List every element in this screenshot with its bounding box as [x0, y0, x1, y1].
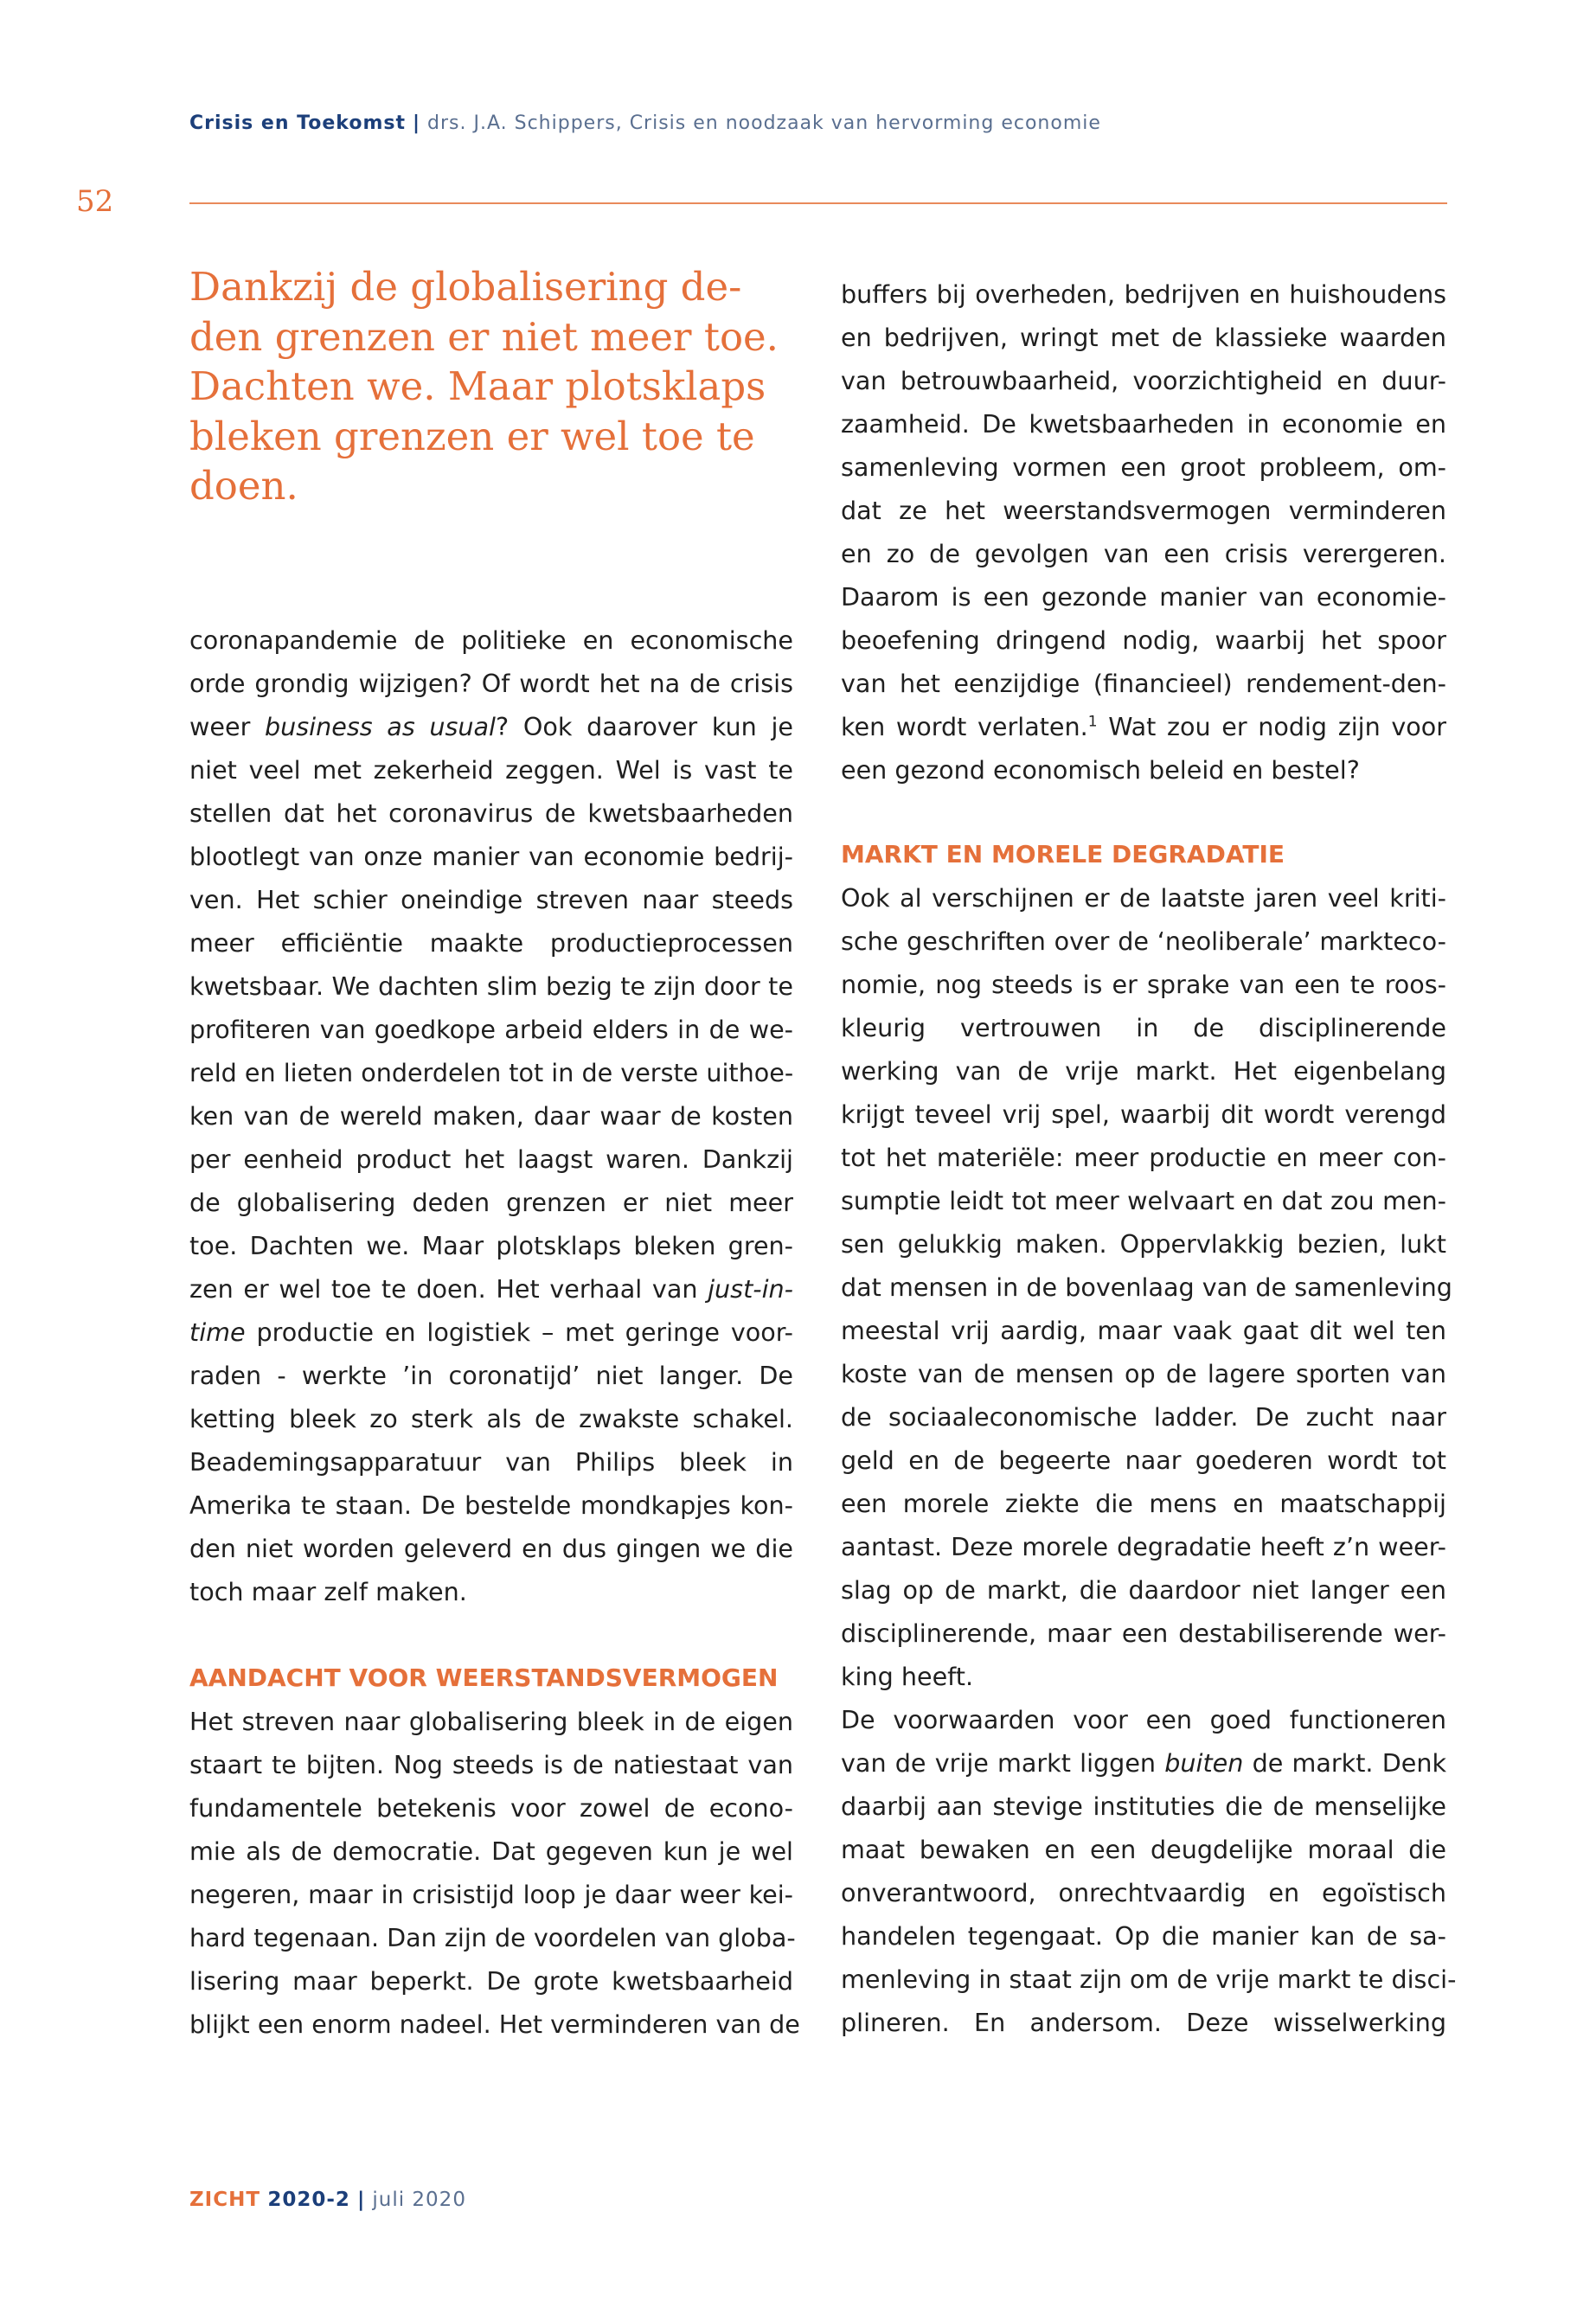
text-line: koste van de mensen op de lagere sporten van	[841, 1359, 1446, 1388]
text-line: staart te bijten. Nog steeds is de natiestaat van	[189, 1750, 793, 1779]
text-line: krijgt teveel vrij spel, waarbij dit wordt verengd	[841, 1099, 1446, 1129]
text-line: Beademingsapparatuur van Philips bleek in	[189, 1447, 793, 1477]
text-line: de globalisering deden grenzen er niet meer	[189, 1188, 793, 1217]
text-line: ketting bleek zo sterk als de zwakste schakel.	[189, 1404, 793, 1433]
text-line: en zo de gevolgen van een crisis verergeren.	[841, 539, 1446, 568]
text-line: van het eenzijdige (financieel) rendement-den-	[841, 669, 1446, 698]
text-line: Ook al verschijnen er de laatste jaren veel kriti-	[841, 883, 1446, 913]
pull-quote-line: den grenzen er niet meer toe.	[189, 313, 779, 360]
text-line: een morele ziekte die mens en maatschappij	[841, 1489, 1446, 1518]
text-line: blootlegt van onze manier van economie bedrij-	[189, 842, 793, 871]
text-segment: van de vrije markt liggen	[841, 1748, 1165, 1778]
pull-quote	[189, 262, 786, 511]
text-segment: Wat zou er nodig zijn voor	[1097, 712, 1446, 741]
text-line	[189, 1267, 793, 1311]
text-segment: weer	[189, 712, 265, 741]
text-line: tot het materiële: meer productie en meer con-	[841, 1143, 1446, 1172]
text-segment: ken wordt verlaten.	[841, 712, 1088, 741]
text-line: hard tegenaan. Dan zijn de voordelen van globa-	[189, 1923, 796, 1952]
text-line: slag op de markt, die daardoor niet langer een	[841, 1575, 1446, 1605]
text-line: nomie, nog steeds is er sprake van een te roos-	[841, 970, 1446, 999]
text-line: kleurig vertrouwen in de disciplinerende	[841, 1013, 1446, 1042]
text-line: meestal vrij aardig, maar vaak gaat dit wel ten	[841, 1316, 1446, 1345]
article-subtitle: drs. J.A. Schippers, Crisis en noodzaak van hervorming economie	[427, 112, 1101, 134]
running-header	[189, 112, 1101, 134]
text-line: stellen dat het coronavirus de kwetsbaarheden	[189, 798, 793, 828]
text-line: meer efficiëntie maakte productieprocessen	[189, 928, 793, 958]
text-line: mie als de democratie. Dat gegeven kun je wel	[189, 1836, 793, 1866]
footer	[189, 2189, 466, 2211]
pull-quote-line: bleken grenzen er wel toe te	[189, 413, 755, 459]
emphasis: business as usual	[265, 712, 496, 741]
text-line: onverantwoord, onrechtvaardig en egoïstisch	[841, 1878, 1446, 1907]
text-line: beoefening dringend nodig, waarbij het spoor	[841, 625, 1446, 655]
text-line	[841, 1741, 1446, 1785]
text-line: dat ze het weerstandsvermogen verminderen	[841, 496, 1446, 525]
text-line: den niet worden geleverd en dus gingen we die	[189, 1534, 793, 1563]
text-line: Het streven naar globalisering bleek in de eigen	[189, 1707, 793, 1736]
text-segment: de markt. Denk	[1243, 1748, 1447, 1778]
pull-quote-line: doen.	[189, 463, 298, 509]
text-line: orde grondig wijzigen? Of wordt het na de crisis	[189, 669, 793, 698]
text-line: sen gelukkig maken. Oppervlakkig bezien, lukt	[841, 1229, 1446, 1259]
text-line: Amerika te staan. De bestelde mondkapjes kon-	[189, 1490, 793, 1520]
footer-date: juli 2020	[372, 2189, 466, 2211]
text-line: handelen tegengaat. Op die manier kan de sa-	[841, 1921, 1446, 1951]
text-line: reld en lieten onderdelen tot in de verste uithoe-	[189, 1058, 794, 1087]
footer-separator: |	[356, 2189, 366, 2211]
text-line: van betrouwbaarheid, voorzichtigheid en duur-	[841, 366, 1446, 395]
text-line: werking van de vrije markt. Het eigenbelang	[841, 1056, 1446, 1086]
pull-quote-line: Dachten we. Maar plotsklaps	[189, 363, 766, 409]
text-line: De voorwaarden voor een goed functioneren	[841, 1705, 1446, 1734]
text-line: Daarom is een gezonde manier van economie-	[841, 582, 1446, 612]
emphasis: time	[189, 1317, 246, 1347]
emphasis: just-in-	[708, 1274, 793, 1304]
text-line: zaamheid. De kwetsbaarheden in economie en	[841, 409, 1446, 439]
section-heading: AANDACHT VOOR WEERSTANDSVERMOGEN	[189, 1663, 779, 1692]
text-line: een gezond economisch beleid en bestel?	[841, 755, 1360, 785]
text-line: samenleving vormen een groot probleem, om-	[841, 452, 1446, 482]
section-heading: MARKT EN MORELE DEGRADATIE	[841, 840, 1285, 868]
text-line: disciplinerende, maar een destabiliserende wer-	[841, 1618, 1446, 1648]
text-line: fundamentele betekenis voor zowel de econo-	[189, 1793, 793, 1823]
text-line: niet veel met zekerheid zeggen. Wel is vast te	[189, 755, 793, 785]
footnote-marker: 1	[1087, 713, 1098, 731]
text-line: blijkt een enorm nadeel. Het verminderen van de	[189, 2009, 800, 2039]
text-line: dat mensen in de bovenlaag van de samenleving	[841, 1272, 1452, 1302]
text-line: toch maar zelf maken.	[189, 1577, 467, 1606]
text-line: lisering maar beperkt. De grote kwetsbaarheid	[189, 1966, 793, 1996]
footer-magazine: ZICHT	[189, 2189, 261, 2211]
text-line: sumptie leidt tot meer welvaart en dat zou men-	[841, 1186, 1446, 1215]
text-line	[841, 705, 1446, 748]
text-line	[189, 705, 793, 748]
text-segment: ? Ook daarover kun je	[496, 712, 793, 741]
text-line: coronapandemie de politieke en economische	[189, 625, 793, 655]
text-line: aantast. Deze morele degradatie heeft z’n weer-	[841, 1532, 1446, 1561]
text-line: sche geschriften over de ‘neoliberale’ markteco-	[841, 926, 1446, 956]
pull-quote-line: Dankzij de globalisering de-	[189, 264, 742, 310]
text-line: raden - werkte ’in coronatijd’ niet langer. De	[189, 1361, 793, 1390]
text-line: daarbij aan stevige instituties die de menselijke	[841, 1791, 1446, 1821]
magazine-title: Crisis en Toekomst	[189, 112, 406, 134]
text-line: negeren, maar in crisistijd loop je daar weer kei-	[189, 1880, 793, 1909]
text-line: plineren. En andersom. Deze wisselwerking	[841, 2008, 1446, 2037]
text-line: kwetsbaar. We dachten slim bezig te zijn door te	[189, 971, 793, 1001]
text-line: per eenheid product het laagst waren. Dankzij	[189, 1144, 793, 1174]
page-number: 52	[76, 184, 114, 219]
text-line: buffers bij overheden, bedrijven en huishoudens	[841, 279, 1446, 309]
header-separator: |	[412, 112, 421, 134]
text-line: profiteren van goedkope arbeid elders in de we-	[189, 1015, 793, 1044]
text-line: maat bewaken en een deugdelijke moraal die	[841, 1835, 1446, 1864]
text-line	[189, 1311, 793, 1354]
text-line: en bedrijven, wringt met de klassieke waarden	[841, 323, 1446, 352]
footer-issue: 2020-2	[267, 2189, 350, 2211]
text-line: toe. Dachten we. Maar plotsklaps bleken gren-	[189, 1231, 793, 1260]
text-line: ken van de wereld maken, daar waar de kosten	[189, 1101, 793, 1131]
text-line: king heeft.	[841, 1662, 974, 1691]
text-segment: productie en logistiek – met geringe voor-	[245, 1317, 793, 1347]
text-line: menleving in staat zijn om de vrije markt te disci-	[841, 1965, 1457, 1994]
text-line: de sociaaleconomische ladder. De zucht naar	[841, 1402, 1446, 1432]
text-line: ven. Het schier oneindige streven naar steeds	[189, 885, 793, 914]
text-line: geld en de begeerte naar goederen wordt tot	[841, 1445, 1446, 1475]
emphasis: buiten	[1164, 1748, 1244, 1778]
header-divider	[189, 202, 1447, 204]
text-segment: zen er wel toe te doen. Het verhaal van	[189, 1274, 708, 1304]
